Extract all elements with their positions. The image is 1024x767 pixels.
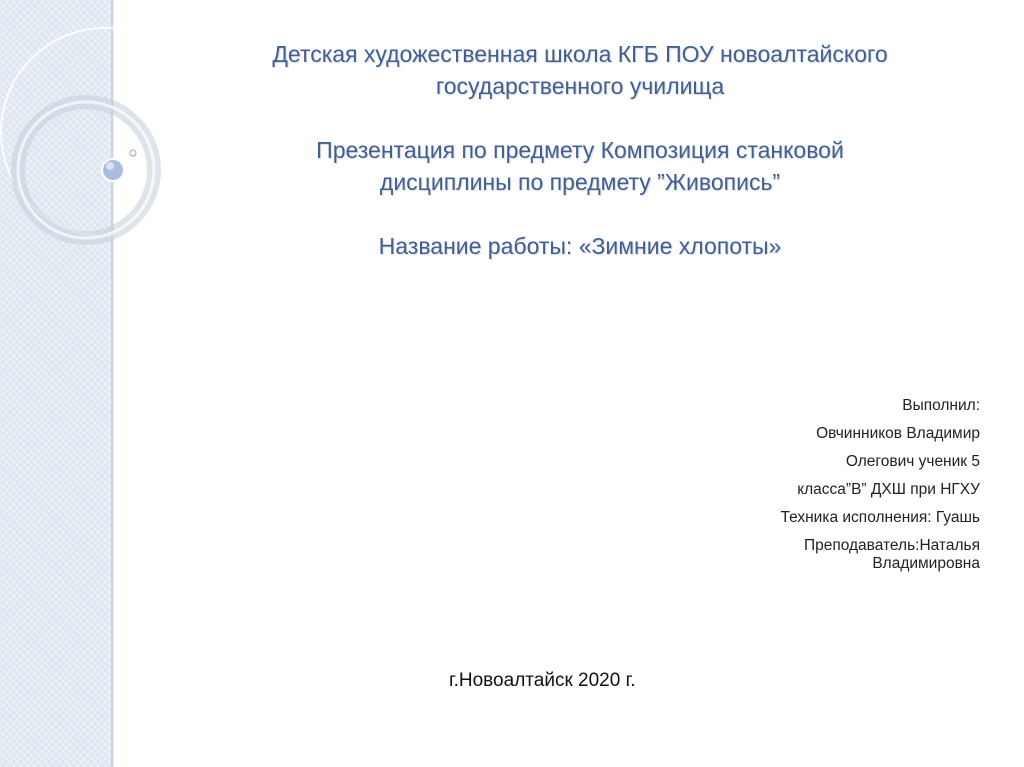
title-line-subject: Презентация по предмету Композиция станковой xyxy=(316,137,844,163)
credit-technique: Техника исполнения: Гуашь xyxy=(780,509,980,526)
title-line-school: Детская художественная школа КГБ ПОУ новоалтайского xyxy=(272,41,888,67)
slide-title xyxy=(150,38,1010,262)
decorative-dot-small xyxy=(130,150,136,156)
credit-performed-by: Выполнил: xyxy=(902,397,980,414)
title-line-college: государственного училища xyxy=(435,73,725,99)
credit-class: класса”В” ДХШ при НГХУ xyxy=(797,481,980,498)
title-line-work-name: Название работы: «Зимние хлопоты» xyxy=(378,233,782,259)
credit-teacher-patronymic: Владимировна xyxy=(872,555,980,572)
credit-student-name: Овчинников Владимир xyxy=(816,425,980,442)
title-line-discipline: дисциплины по предмету ”Живопись” xyxy=(379,169,781,195)
footer-city-year: г.Новоалтайск 2020 г. xyxy=(449,670,636,691)
credit-student-patronymic: Олегович ученик 5 xyxy=(845,453,980,470)
decorative-dot-large xyxy=(102,159,124,181)
credit-teacher: Преподаватель:Наталья xyxy=(803,537,980,554)
credits-block xyxy=(620,397,980,583)
